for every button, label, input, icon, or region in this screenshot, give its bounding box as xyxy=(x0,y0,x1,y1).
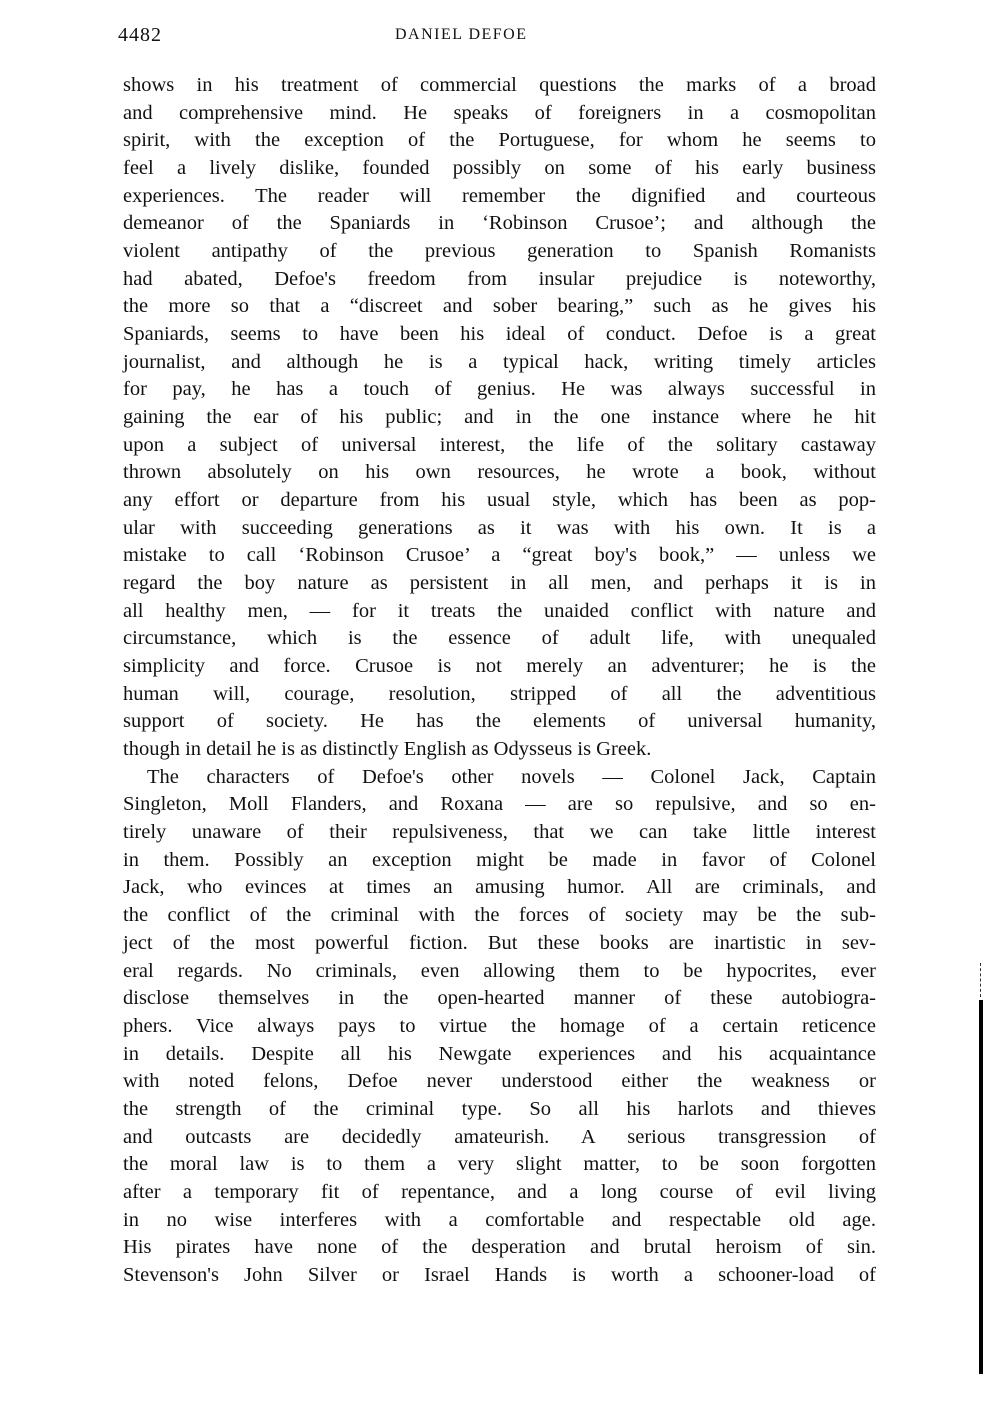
text-line: gaining the ear of his public; and in the one instance where he hit xyxy=(123,406,876,429)
page-number: 4482 xyxy=(118,24,162,46)
running-title: DANIEL DEFOE xyxy=(395,26,528,43)
text-line: His pirates have none of the desperation and brutal heroism of sin. xyxy=(123,1236,876,1259)
text-line: journalist, and although he is a typical hack, writing timely articles xyxy=(123,350,876,373)
text-line: after a temporary fit of repentance, and a long course of evil living xyxy=(123,1180,876,1203)
paragraph-1 xyxy=(123,72,876,764)
scan-edge-dotted-mark xyxy=(980,963,981,997)
text-line: spirit, with the exception of the Portuguese, for whom he seems to xyxy=(123,129,876,152)
text-line: though in detail he is as distinctly English as Odysseus is Greek. xyxy=(123,738,652,761)
text-line: the moral law is to them a very slight matter, to be soon forgotten xyxy=(123,1153,876,1176)
scan-edge-bar xyxy=(979,1000,983,1374)
text-line: regard the boy nature as persistent in all men, and perhaps it is in xyxy=(123,572,876,595)
text-line: thrown absolutely on his own resources, he wrote a book, without xyxy=(123,461,876,484)
text-line: tirely unaware of their repulsiveness, that we can take little interest xyxy=(123,821,876,844)
text-line: support of society. He has the elements of universal humanity, xyxy=(123,710,876,733)
text-line: in no wise interferes with a comfortable and respectable old age. xyxy=(123,1208,876,1231)
text-line: all healthy men, — for it treats the unaided conflict with nature and xyxy=(123,599,876,622)
text-line: the strength of the criminal type. So all his harlots and thieves xyxy=(123,1097,876,1120)
text-line: demeanor of the Spaniards in ‘Robinson Crusoe’; and although the xyxy=(123,212,876,235)
text-line: the conflict of the criminal with the forces of society may be the sub- xyxy=(123,904,876,927)
text-line: simplicity and force. Crusoe is not merely an adventurer; he is the xyxy=(123,655,876,678)
text-line: eral regards. No criminals, even allowing them to be hypocrites, ever xyxy=(123,959,876,982)
text-line: in details. Despite all his Newgate experiences and his acquaintance xyxy=(123,1042,876,1065)
text-line: human will, courage, resolution, stripped of all the adventitious xyxy=(123,682,876,705)
text-line: violent antipathy of the previous generation to Spanish Romanists xyxy=(123,240,876,263)
text-line: ject of the most powerful fiction. But these books are inartistic in sev- xyxy=(123,931,876,954)
text-line: mistake to call ‘Robinson Crusoe’ a “great boy's book,” — unless we xyxy=(123,544,876,567)
text-line: Stevenson's John Silver or Israel Hands is worth a schooner-load of xyxy=(123,1263,876,1286)
text-line: had abated, Defoe's freedom from insular prejudice is noteworthy, xyxy=(123,267,876,290)
text-line: ular with succeeding generations as it was with his own. It is a xyxy=(123,516,876,539)
paragraph-2 xyxy=(123,764,876,1290)
text-line: The characters of Defoe's other novels — Colonel Jack, Captain xyxy=(147,765,876,788)
text-line: Spaniards, seems to have been his ideal of conduct. Defoe is a great xyxy=(123,323,876,346)
text-line: and outcasts are decidedly amateurish. A serious transgression of xyxy=(123,1125,876,1148)
text-line: the more so that a “discreet and sober bearing,” such as he gives his xyxy=(123,295,876,318)
text-line: phers. Vice always pays to virtue the homage of a certain reticence xyxy=(123,1014,876,1037)
text-line: any effort or departure from his usual style, which has been as pop- xyxy=(123,489,876,512)
text-line: feel a lively dislike, founded possibly on some of his early business xyxy=(123,157,876,180)
text-line: upon a subject of universal interest, the life of the solitary castaway xyxy=(123,433,876,456)
text-line: in them. Possibly an exception might be made in favor of Colonel xyxy=(123,848,876,871)
text-line: circumstance, which is the essence of adult life, with unequaled xyxy=(123,627,876,650)
text-line: with noted felons, Defoe never understood either the weakness or xyxy=(123,1070,876,1093)
text-line: experiences. The reader will remember the dignified and courteous xyxy=(123,184,876,207)
text-line: disclose themselves in the open-hearted manner of these autobiogra- xyxy=(123,987,876,1010)
page-body xyxy=(123,72,876,1290)
text-line: Jack, who evinces at times an amusing humor. All are criminals, and xyxy=(123,876,876,899)
text-line: Singleton, Moll Flanders, and Roxana — are so repulsive, and so en- xyxy=(123,793,876,816)
text-line: for pay, he has a touch of genius. He was always successful in xyxy=(123,378,876,401)
text-line: and comprehensive mind. He speaks of foreigners in a cosmopolitan xyxy=(123,101,876,124)
text-line: shows in his treatment of commercial questions the marks of a broad xyxy=(123,74,876,96)
